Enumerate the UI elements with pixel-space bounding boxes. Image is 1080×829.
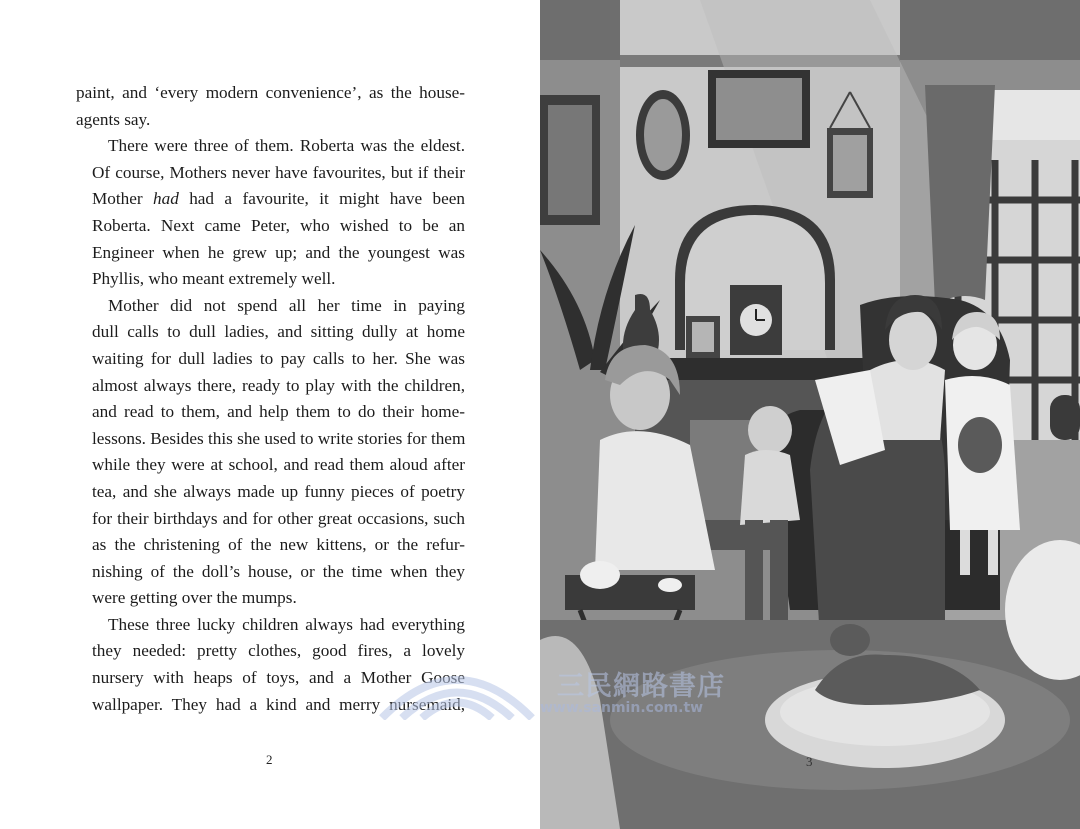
text-line: Mother did not spend all her time in paying — [108, 295, 465, 315]
text-line: Of course, Mothers never have favourites, but if their — [92, 162, 465, 182]
ornament — [1050, 395, 1080, 440]
text-line: These three lucky children always had everything — [108, 614, 465, 634]
paragraph-3 — [76, 293, 465, 612]
illustration-svg — [540, 0, 1080, 829]
teddy-bear — [958, 417, 1002, 473]
text-line: lessons. Besides this she used to write stories for them — [92, 428, 466, 448]
watermark-url: www.sanmin.com.tw — [540, 700, 704, 716]
paragraph-1 — [76, 80, 465, 133]
text-line: waiting for dull ladies to pay calls to her. She was — [92, 348, 465, 368]
family-parlour-illustration — [540, 0, 1080, 829]
text-line: Phyllis, who meant extremely well. — [92, 269, 336, 289]
text-line: Roberta. Next came Peter, who wished to be an — [92, 215, 465, 235]
boy-figure — [748, 406, 792, 454]
page-number-left: 2 — [266, 752, 273, 767]
text-line: There were three of them. Roberta was the eldest. — [108, 136, 465, 156]
text-line: as the christening of the new kittens, or the refur- — [92, 535, 465, 555]
text-line: Engineer when he grew up; and the youngest was — [92, 242, 465, 262]
curtain — [925, 85, 995, 305]
watermark-name: 三民網路書店 — [557, 671, 725, 702]
paragraph-2 — [76, 133, 465, 293]
text-line: nursery with heaps of toys, and a Mother Goose — [92, 668, 465, 688]
text-line: agents say. — [76, 109, 151, 129]
text-line: were getting over the mumps. — [92, 588, 297, 608]
teapot — [580, 561, 620, 589]
text-line: for their birthdays and for other great occasions, such — [92, 508, 465, 528]
text-line: while they were at school, and read them aloud after — [92, 455, 465, 475]
text-line: tea, and she always made up funny pieces of poetry — [92, 481, 465, 501]
paragraph-4 — [76, 612, 465, 718]
text-line: they needed: pretty clothes, good fires, a lovely — [92, 641, 465, 661]
body-text — [76, 80, 465, 718]
text-line: wallpaper. They had a kind and merry nursemaid, — [92, 694, 465, 714]
page-number-right: 3 — [806, 754, 813, 769]
mother-face — [889, 310, 937, 370]
text-line: almost always there, ready to play with the children, — [92, 375, 465, 395]
text-line: nishing of the doll’s house, or the time when they — [92, 561, 465, 581]
text-line: and read to them, and help them to do their home- — [92, 402, 465, 422]
text-line: Mother had had a favourite, it might have been — [92, 189, 465, 209]
text-line: dull calls to dull ladies, and sitting dully at home — [92, 322, 465, 342]
text-line: paint, and ‘every modern convenience’, as the house- — [76, 83, 465, 102]
